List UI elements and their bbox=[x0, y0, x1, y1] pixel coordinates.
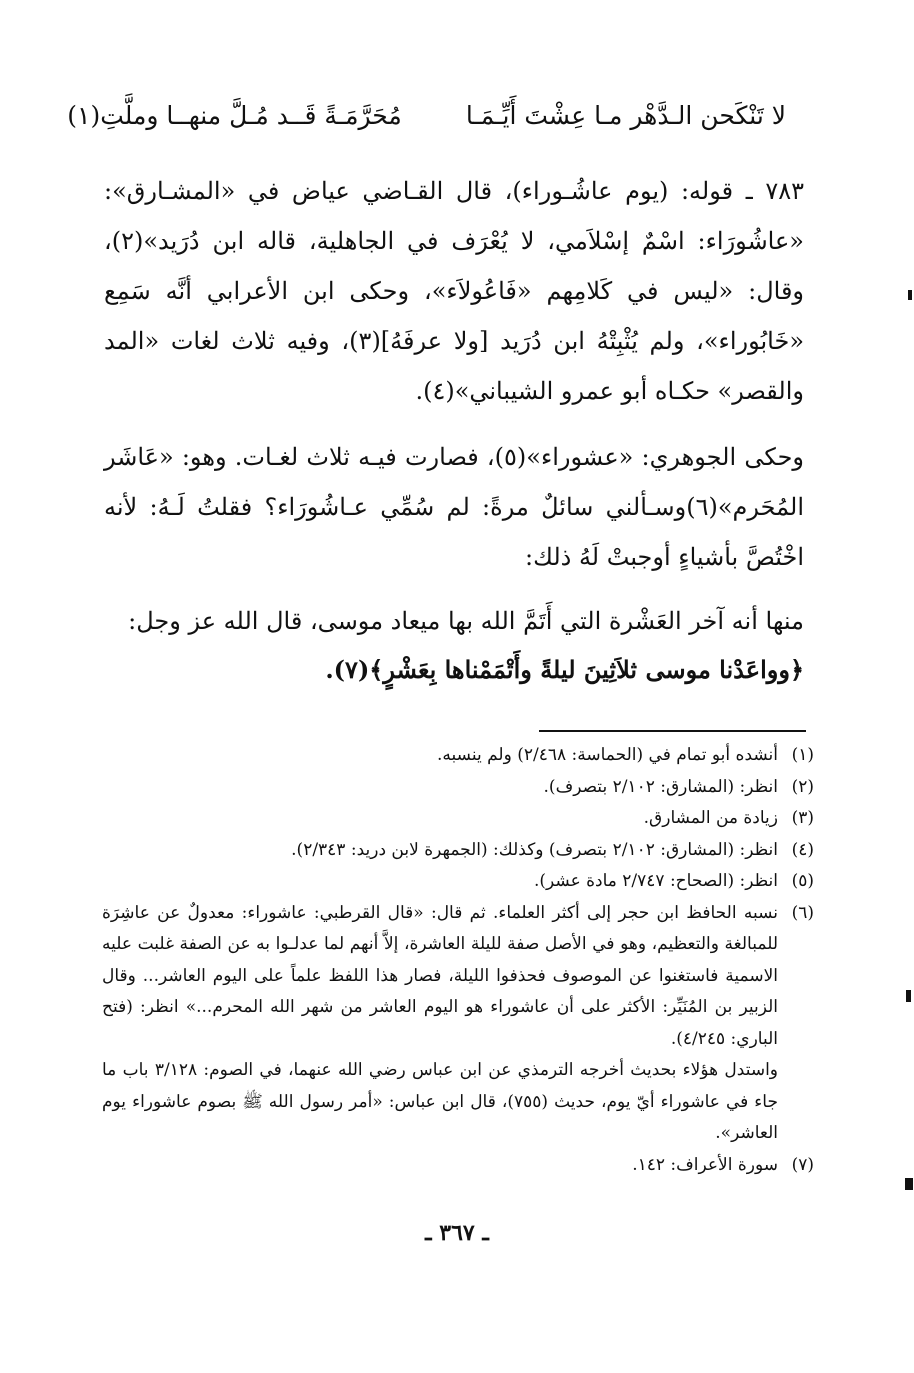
footnote-item bbox=[102, 803, 814, 835]
footnotes bbox=[102, 740, 814, 1181]
footnote-text: أنشده أبو تمام في (الحماسة: ٢/٤٦٨) ولم ينسبه. bbox=[437, 745, 778, 765]
footnote-text: زيادة من المشارق. bbox=[643, 808, 778, 828]
footnote-number: (٦) bbox=[791, 902, 814, 923]
paragraph-783: ٧٨٣ ـ قوله: (يوم عاشُـوراء)، قال القـاضي عياض في «المشـارق»: «عاشُورَاء: اسْمٌ إسْلاَمي، لا يُعْرَف في الجاهلية، قاله ابن دُرَيد»(٢)، وقال: «ليس في كَلامِهم «فَاعُولاَء»، وحكى ابن الأعرابي أنَّه سَمِع «خَابُوراء»، ولم يُثْبِتْهُ ابن دُرَيد [ولا عرفَهُ](٣)، وفيه ثلاث لغات «المد والقصر» حكـاه أبو عمرو الشيباني»(٤). bbox=[104, 177, 805, 405]
footnote-text: نسبه الحافظ ابن حجر إلى أكثر العلماء. ثم قال: «قال القرطبي: عاشوراء: معدولٌ عن عاشِرَة للمبالغة والتعظيم، وهو في الأصل صفة لليلة العاشرة، إلاَّ أنهم لما عدلـوا به عن الصفة غلبت عليه الاسمية فاستغنوا عن الموصوف فحذفوا الليلة، فصار هذا اللفظ علماً على اليوم العاشر... وقال الزبير بن المُنَيِّر: الأكثر على أن عاشوراء هو اليوم العاشر من شهر الله المحرم...» انظر: (فتح الباري: ٤/٢٤٥). bbox=[102, 902, 778, 1049]
scan-mark bbox=[906, 990, 911, 1002]
footnote-item bbox=[102, 772, 814, 804]
footnote-text: انظر: (المشارق: ٢/١٠٢ بتصرف). bbox=[543, 776, 778, 797]
footnote-number: (٣) bbox=[791, 808, 814, 828]
scan-mark bbox=[905, 1178, 913, 1190]
footnote-item bbox=[102, 898, 814, 1056]
quran-verse: ﴿وواعَدْنا موسى ثلاَثِينَ ليلةً وأَتْمَمْناها بِعَشْرٍ﴾(٧). bbox=[325, 655, 804, 684]
footnote-text: سورة الأعراف: ١٤٢. bbox=[632, 1154, 778, 1175]
footnote-number: (٢) bbox=[791, 776, 814, 797]
footnote-number: (٤) bbox=[791, 839, 814, 860]
footnote-text: انظر: (الصحاح: ٢/٧٤٧ مادة عشر). bbox=[533, 871, 778, 891]
poetry-verse bbox=[67, 96, 786, 136]
scan-mark bbox=[908, 290, 912, 300]
footnote-number: (٥) bbox=[791, 871, 814, 891]
paragraph-jawhari: وحكى الجوهري: «عشوراء»(٥)، فصارت فيـه ثلاث لغـات. وهو: «عَاشَر المُحَرم»(٦)وسـألني سائلٌ مرةً: لم سُمِّي عـاشُورَاء؟ فقلتُ لَـهُ: لأنه اخْتُصَّ بأشياءٍ أوجبتْ لَهُ ذلك: bbox=[104, 443, 805, 571]
paragraph-reasons: منها أنه آخر العَشْرة التي أَتَمَّ الله بها ميعاد موسى، قال الله عز وجل: bbox=[128, 607, 804, 635]
footnote-number: (١) bbox=[791, 745, 814, 765]
footnote-item bbox=[102, 866, 814, 898]
footnote-number bbox=[778, 1055, 814, 1150]
footnote-number: (٧) bbox=[791, 1154, 814, 1175]
footnote-text: انظر: (المشارق: ٢/١٠٢ بتصرف) وكذلك: (الجمهرة لابن دريد: ٢/٣٤٣). bbox=[291, 839, 778, 860]
page-number: ـ ٣٦٧ ـ bbox=[425, 1220, 489, 1246]
verse-hemistich-right: لا تَنْكَحن الـدَّهْر مـا عِشْتَ أَيِّـمَـا bbox=[465, 101, 786, 130]
footnote-item bbox=[102, 1055, 814, 1150]
footnote-text: واستدل هؤلاء بحديث أخرجه الترمذي عن ابن عباس رضي الله عنهما، في الصوم: ٣/١٢٨ باب ما جاء في عاشوراء أيّ يوم، حديث (٧٥٥)، قال ابن عباس: «أمر رسول الله ﷺ بصوم عاشوراء يوم العاشر». bbox=[102, 1060, 778, 1143]
footnote-separator bbox=[539, 730, 806, 732]
footnote-item bbox=[102, 835, 814, 867]
footnote-item bbox=[102, 740, 814, 772]
footnote-item bbox=[102, 1150, 814, 1182]
verse-hemistich-left: مُحَرَّمَـةً قَــد مُـلَّ منهــا وملَّتِ(١) bbox=[67, 101, 402, 130]
